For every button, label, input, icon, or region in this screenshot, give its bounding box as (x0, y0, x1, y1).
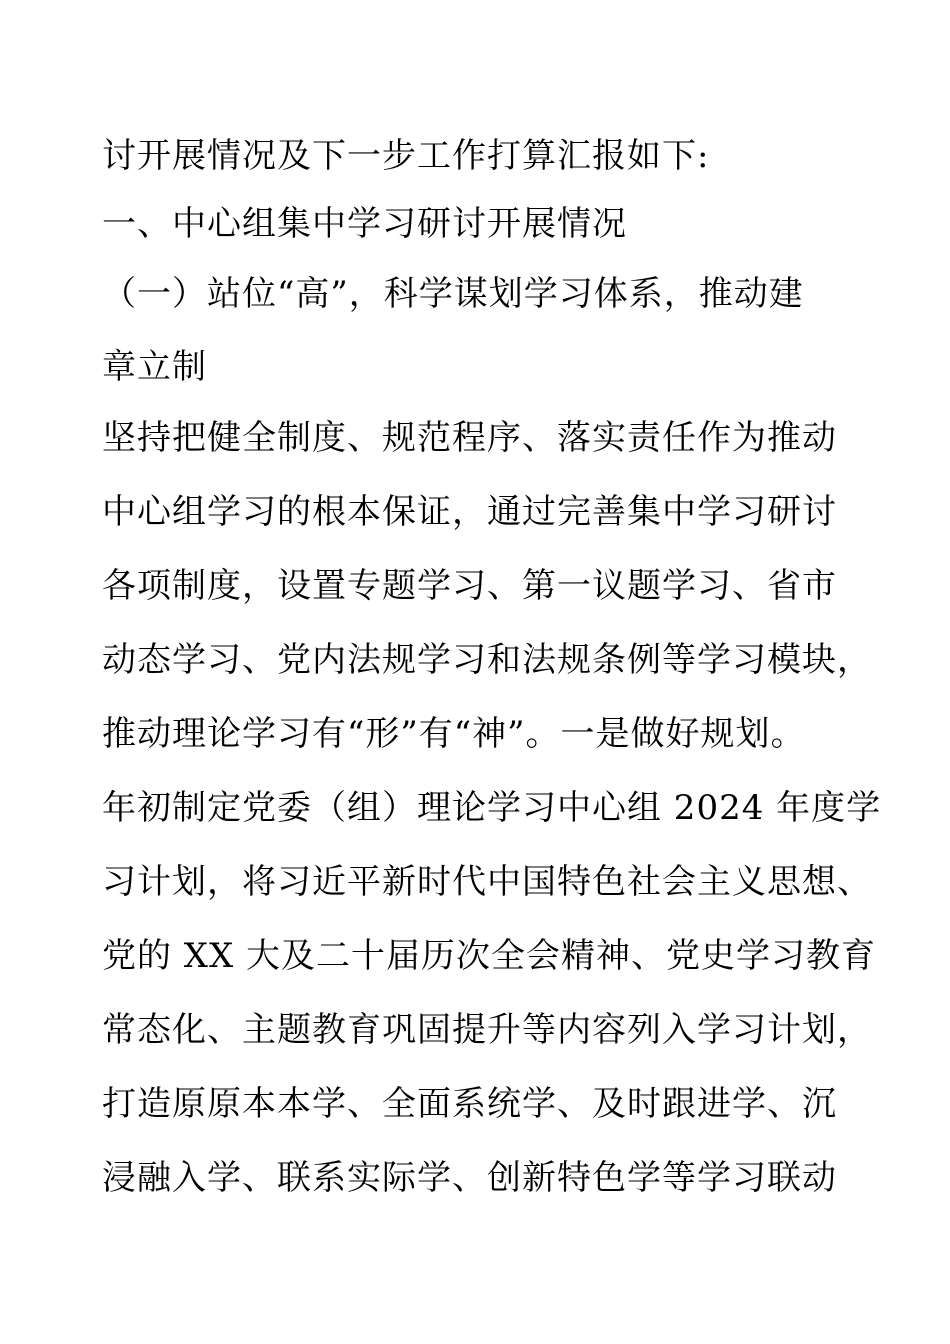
paragraph-line: 常态化、主题教育巩固提升等内容列入学习计划， (102, 1010, 872, 1050)
paragraph-line: 中心组学习的根本保证，通过完善集中学习研讨 (102, 492, 837, 532)
paragraph-line: 坚持把健全制度、规范程序、落实责任作为推动 (102, 418, 837, 458)
paragraph-line: 打造原原本本学、全面系统学、及时跟进学、沉 (102, 1084, 837, 1124)
paragraph-line: 各项制度，设置专题学习、第一议题学习、省市 (102, 566, 837, 606)
paragraph-line: 动态学习、党内法规学习和法规条例等学习模块， (102, 640, 872, 680)
section-heading-1: 一、中心组集中学习研讨开展情况 (102, 204, 627, 244)
subsection-heading-1: （一）站位“高”，科学谋划学习体系，推动建 (102, 274, 804, 314)
text-line-intro: 讨开展情况及下一步工作打算汇报如下: (102, 136, 710, 176)
subsection-heading-1-cont: 章立制 (102, 347, 207, 387)
paragraph-line: 习计划，将习近平新时代中国特色社会主义思想、 (102, 862, 872, 902)
paragraph-line: 推动理论学习有“形”有“神”。一是做好规划。 (102, 714, 806, 754)
paragraph-line: 党的 XX 大及二十届历次全会精神、党史学习教育 (102, 936, 877, 976)
paragraph-line: 浸融入学、联系实际学、创新特色学等学习联动 (102, 1158, 837, 1198)
paragraph-line: 年初制定党委（组）理论学习中心组 2024 年度学 (102, 788, 882, 828)
